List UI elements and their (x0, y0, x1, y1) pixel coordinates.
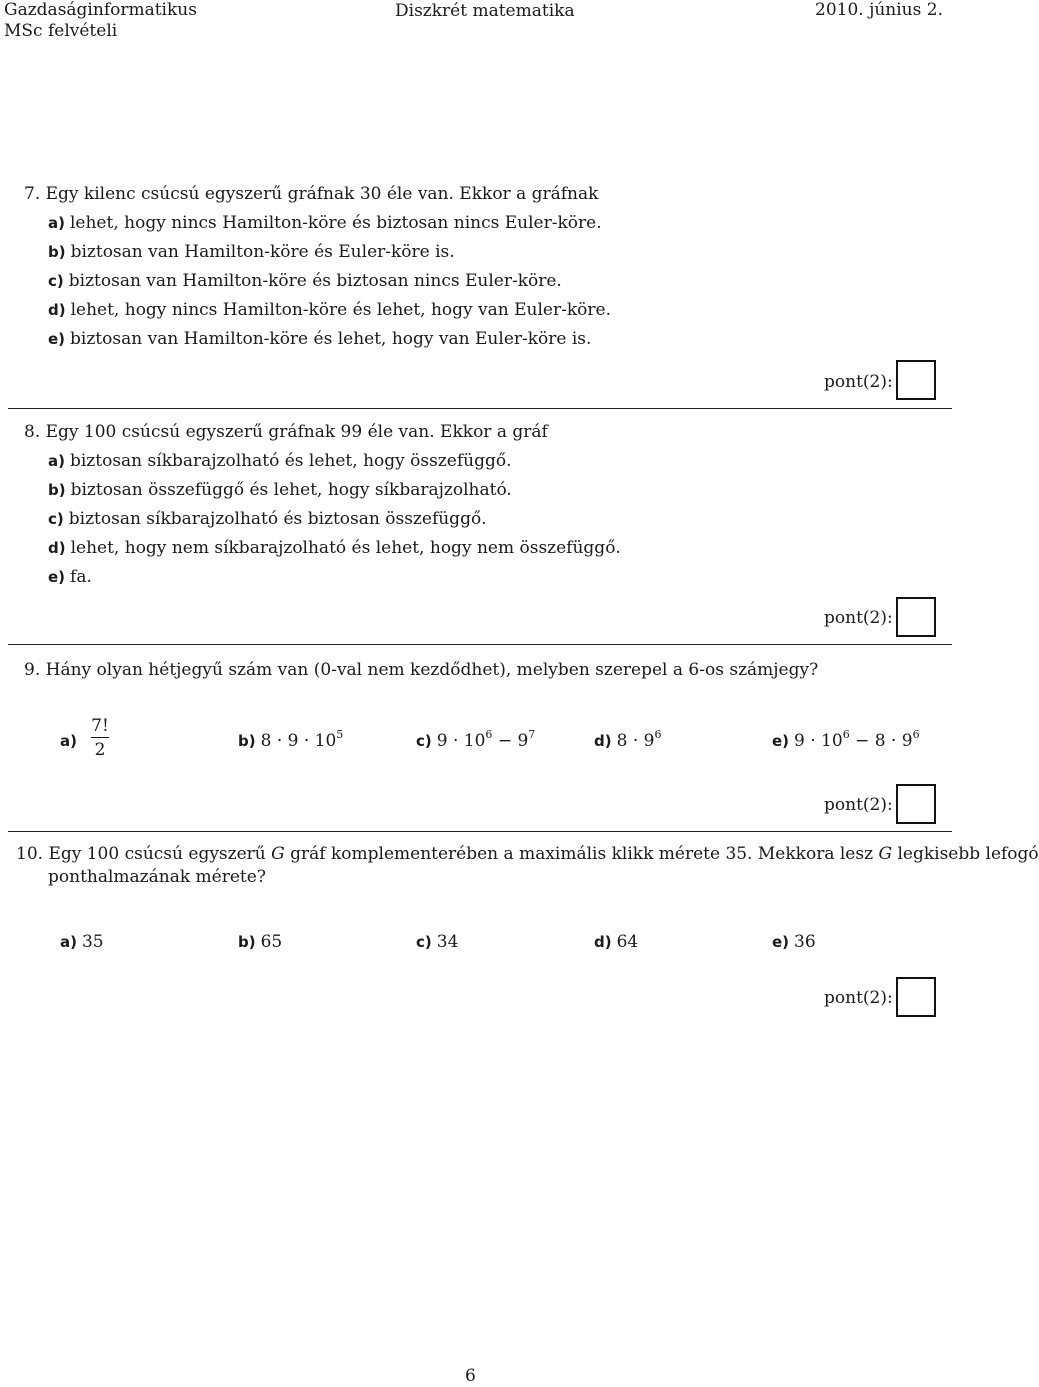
header-date: 2010. június 2. (815, 0, 943, 20)
q10-stem-line2: ponthalmazának mérete? (48, 867, 266, 887)
q7-answer-box[interactable] (896, 360, 936, 400)
q7-option-c: c) biztosan van Hamilton-köre és biztosan nincs Euler-köre. (48, 271, 562, 291)
q8-option-b: b) biztosan összefüggő és lehet, hogy síkbarajzolható. (48, 480, 512, 500)
q10-points-label: pont(2): (824, 988, 893, 1008)
q8-answer-box[interactable] (896, 597, 936, 637)
q9-option-b: b) $8 \cdot 9 \cdot 10^5$ (238, 728, 344, 751)
fraction-numerator: 7! (91, 716, 109, 736)
q9-option-e: e) $9 \cdot 10^6 - 8 \cdot 9^6$ (772, 728, 920, 751)
q8-option-e: e) fa. (48, 567, 92, 587)
q9-option-d: d) $8 \cdot 9^6$ (594, 728, 662, 751)
q8-option-d: d) lehet, hogy nem síkbarajzolható és lehet, hogy nem összefüggő. (48, 538, 621, 558)
divider (8, 644, 952, 645)
q9-answer-box[interactable] (896, 784, 936, 824)
q10-option-d: d) 64 (594, 932, 639, 952)
q9-option-a-label: a) (60, 732, 77, 750)
q9-option-c: c) $9 \cdot 10^6 - 9^7$ (416, 728, 536, 751)
q9-option-a-fraction (91, 718, 109, 762)
q7-option-a: a) lehet, hogy nincs Hamilton-köre és biztosan nincs Euler-köre. (48, 213, 602, 233)
q10-option-b: b) 65 (238, 932, 283, 952)
q7-stem: 7. Egy kilenc csúcsú egyszerű gráfnak 30 éle van. Ekkor a gráfnak (24, 184, 599, 204)
q8-stem: 8. Egy 100 csúcsú egyszerű gráfnak 99 éle van. Ekkor a gráf (24, 422, 548, 442)
q10-option-e: e) 36 (772, 932, 816, 952)
q10-option-c: c) 34 (416, 932, 459, 952)
fraction-denominator: 2 (94, 740, 106, 760)
q7-option-b: b) biztosan van Hamilton-köre és Euler-köre is. (48, 242, 455, 262)
q8-points-label: pont(2): (824, 608, 893, 628)
q9-stem: 9. Hány olyan hétjegyű szám van (0-val nem kezdődhet), melyben szerepel a 6-os számjegy? (24, 660, 819, 680)
q10-answer-box[interactable] (896, 977, 936, 1017)
q9-points-label: pont(2): (824, 795, 893, 815)
q7-points-label: pont(2): (824, 372, 893, 392)
q8-option-a: a) biztosan síkbarajzolható és lehet, hogy összefüggő. (48, 451, 512, 471)
page-number: 6 (465, 1366, 476, 1386)
q10-option-a: a) 35 (60, 932, 104, 952)
q7-option-e: e) biztosan van Hamilton-köre és lehet, hogy van Euler-köre is. (48, 329, 592, 349)
q10-stem-line1: 10. Egy 100 csúcsú egyszerű G gráf komplementerében a maximális klikk mérete 35. Mekkora lesz G legkisebb lefogó (16, 844, 1039, 864)
header-course: Gazdaságinformatikus (4, 0, 197, 20)
divider (8, 408, 952, 409)
q7-option-d: d) lehet, hogy nincs Hamilton-köre és lehet, hogy van Euler-köre. (48, 300, 611, 320)
fraction-bar (91, 737, 109, 738)
q8-option-c: c) biztosan síkbarajzolható és biztosan összefüggő. (48, 509, 487, 529)
divider (8, 831, 952, 832)
header-program: MSc felvételi (4, 21, 118, 41)
header-subject: Diszkrét matematika (395, 1, 575, 21)
